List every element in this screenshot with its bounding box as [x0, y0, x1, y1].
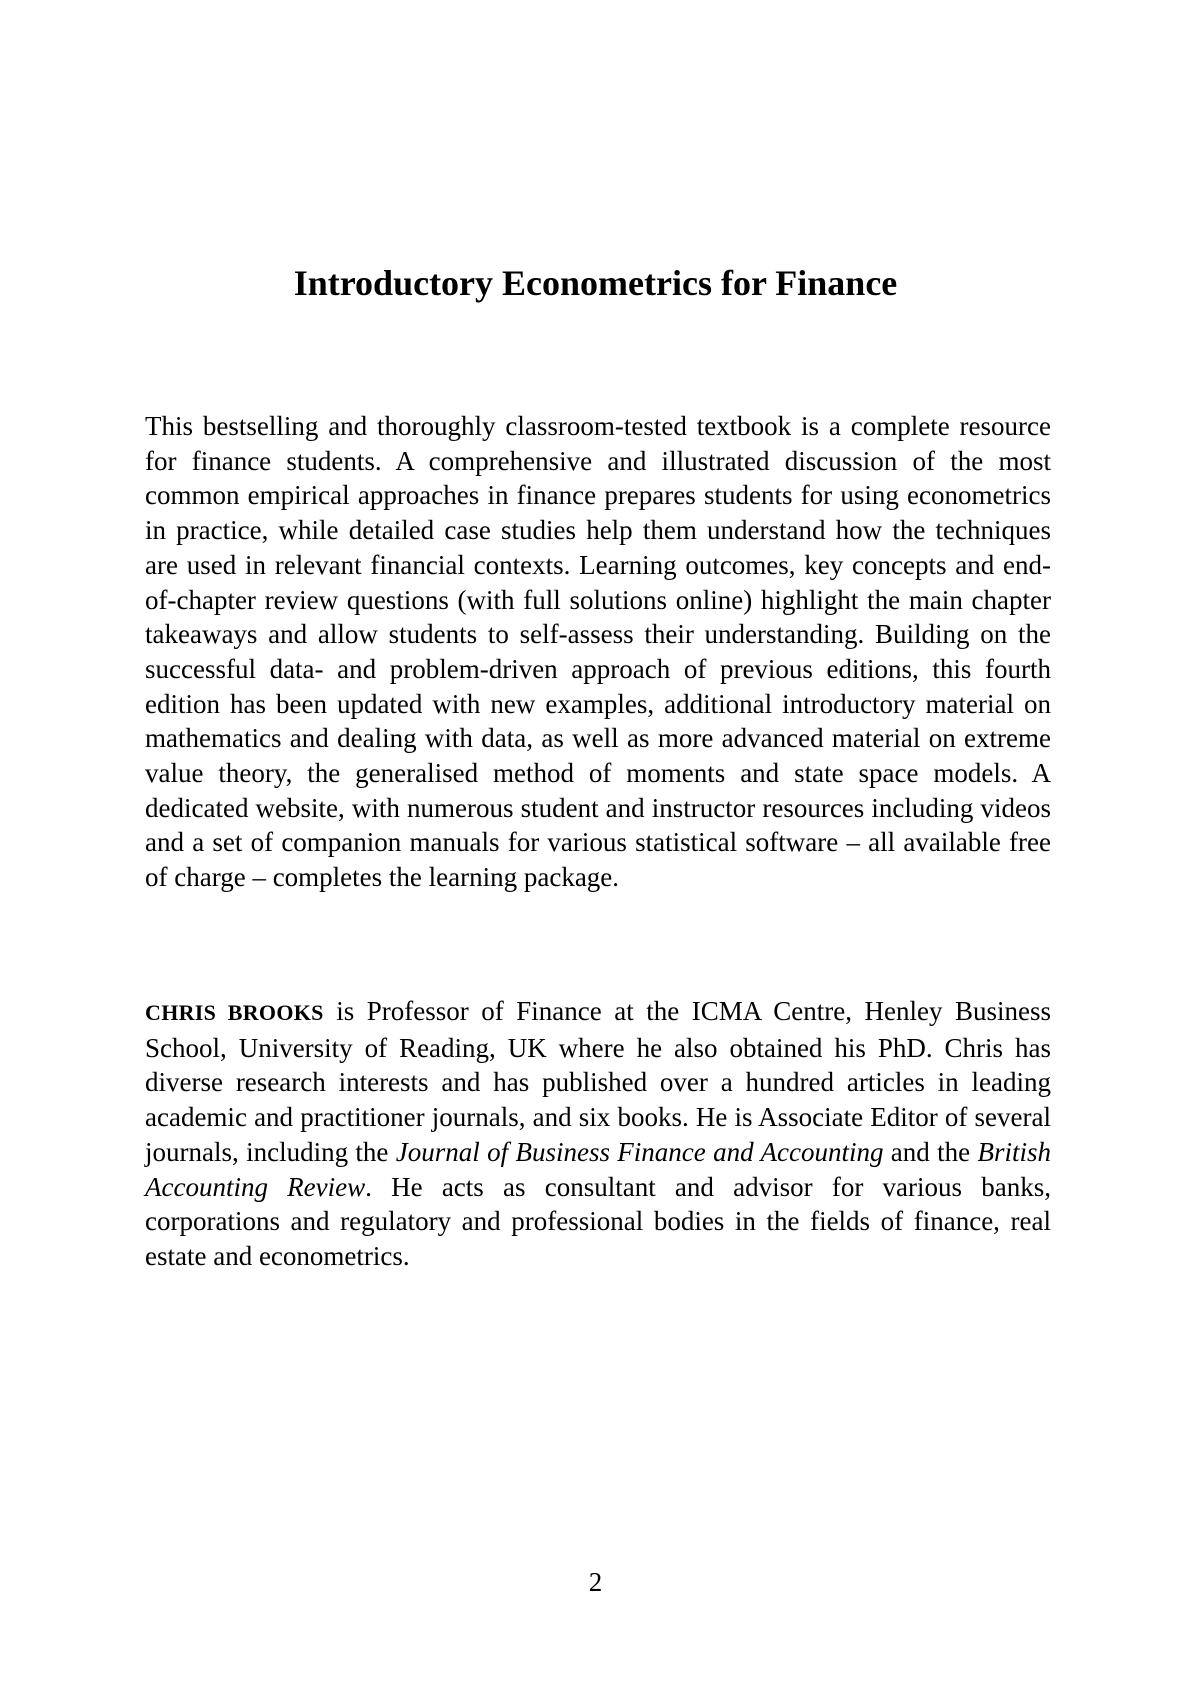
journal-title-2: British Accounting Review: [145, 1136, 1051, 1202]
author-name: CHRIS BROOKS: [145, 1000, 324, 1025]
page-title: Introductory Econometrics for Finance: [293, 263, 898, 303]
bio-text-part3: . He acts as consultant and advisor for various banks, corporations and regulatory and professional bodies in the fields of finance, real estate and econometrics.: [145, 1171, 1051, 1271]
book-description: This bestselling and thoroughly classroom-tested textbook is a complete resource for finance students. A comprehensive and illustrated discussion of the most common empirical approaches in finance prepares students for using econometrics in practice, while detailed case studies help them understand how the techniques are used in relevant financial contexts. Learning outcomes, key concepts and end-of-chapter review questions (with full solutions online) highlight the main chapter takeaways and allow students to self-assess their understanding. Building on the successful data- and problem-driven approach of previous editions, this fourth edition has been updated with new examples, additional introductory material on mathematics and dealing with data, as well as more advanced material on extreme value theory, the generalised method of moments and state space models. A dedicated website, with numerous student and instructor resources including videos and a set of companion manuals for various statistical software – all available free of charge – completes the learning package.: [145, 411, 1051, 893]
page-number: 2: [588, 1567, 603, 1597]
bio-text-part2: and the: [883, 1136, 978, 1167]
bio-text-part1: is Professor of Finance at the ICMA Centre, Henley Business School, University of Reading, UK where he also obtained his PhD. Chris has diverse research interests and has published over a hundred articles in leading academic and practitioner journals, and six books. He is Associate Editor of several journals, including the: [145, 996, 1051, 1167]
journal-title-1: Journal of Business Finance and Accounting: [395, 1136, 884, 1167]
author-bio: [145, 994, 1051, 1274]
